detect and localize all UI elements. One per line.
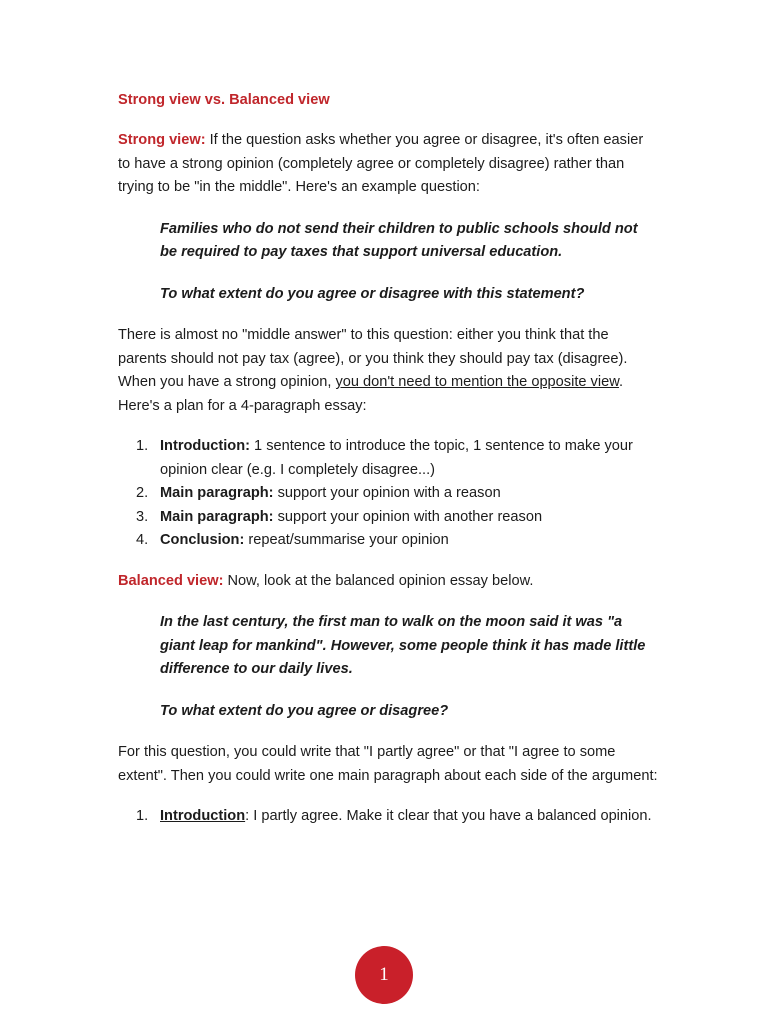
list-label: Main paragraph: bbox=[160, 485, 274, 501]
list-number: 3. bbox=[136, 508, 149, 525]
balanced-view-text: Now, look at the balanced opinion essay below. bbox=[223, 572, 534, 589]
list-item bbox=[118, 506, 658, 530]
list-item bbox=[118, 529, 658, 553]
balanced-explanation-text: For this question, you could write that "I partly agree" or that "I agree to some extent". Then you could write one main paragraph about each side of the argument: bbox=[118, 744, 658, 784]
balanced-question-quote: In the last century, the first man to walk on the moon said it was "a giant leap for mankind". However, some people think it has made little difference to our daily lives. bbox=[160, 614, 646, 677]
balanced-question-prompt: To what extent do you agree or disagree? bbox=[160, 702, 449, 719]
explanation-underlined: you don't need to mention the opposite view bbox=[335, 374, 619, 390]
strong-view-paragraph bbox=[118, 129, 658, 200]
list-text: 1 sentence to introduce the topic, 1 sentence to make your opinion clear (e.g. I completely disagree...) bbox=[160, 438, 633, 478]
document-page bbox=[118, 90, 658, 829]
page-title: Strong view vs. Balanced view bbox=[118, 92, 330, 108]
page-number-badge bbox=[355, 946, 413, 1004]
strong-view-explanation bbox=[118, 324, 658, 395]
balanced-view-label: Balanced view: bbox=[118, 572, 224, 589]
plan-intro-text: Here's a plan for a 4-paragraph essay: bbox=[118, 397, 367, 414]
list-text: I partly agree. Make it clear that you have a balanced opinion. bbox=[249, 808, 652, 824]
balanced-view-paragraph bbox=[118, 570, 658, 594]
list-number: 1. bbox=[136, 438, 149, 454]
example-question-prompt: To what extent do you agree or disagree with this statement? bbox=[160, 285, 585, 302]
strong-view-text: If the question asks whether you agree or disagree, it's often easier to have a strong opinion (completely agree or completely disagree) rather than trying to be "in the middle". Here's an example question: bbox=[118, 132, 644, 195]
example-question-quote: Families who do not send their children to public schools should not be required to pay taxes that support universal education. bbox=[160, 220, 638, 260]
list-item bbox=[118, 805, 658, 829]
list-label-colon: : bbox=[245, 808, 250, 824]
list-number: 2. bbox=[136, 485, 149, 501]
explanation-text: There is almost no "middle answer" to this question: either you think that the parents should not pay tax (agree), or you think they should pay tax (disagree). When you have a strong opinion, bbox=[118, 327, 628, 390]
strong-view-label: Strong view: bbox=[118, 132, 206, 148]
explanation-end: . bbox=[618, 374, 624, 390]
plan-intro bbox=[118, 395, 658, 419]
list-label: Conclusion: bbox=[160, 532, 245, 548]
list-label: Introduction: bbox=[160, 438, 250, 454]
page-number: 1 bbox=[379, 964, 389, 985]
list-label: Introduction bbox=[160, 808, 246, 824]
list-item bbox=[118, 435, 658, 482]
list-number: 4. bbox=[136, 532, 149, 548]
list-text: repeat/summarise your opinion bbox=[244, 532, 449, 548]
list-label: Main paragraph: bbox=[160, 508, 274, 525]
list-number: 1. bbox=[136, 808, 149, 824]
essay-plan-list bbox=[118, 435, 658, 553]
balanced-plan-list bbox=[118, 805, 658, 829]
list-text: support your opinion with another reason bbox=[273, 508, 543, 525]
balanced-view-explanation bbox=[118, 741, 658, 788]
list-item bbox=[118, 482, 658, 506]
list-text: support your opinion with a reason bbox=[273, 485, 501, 501]
